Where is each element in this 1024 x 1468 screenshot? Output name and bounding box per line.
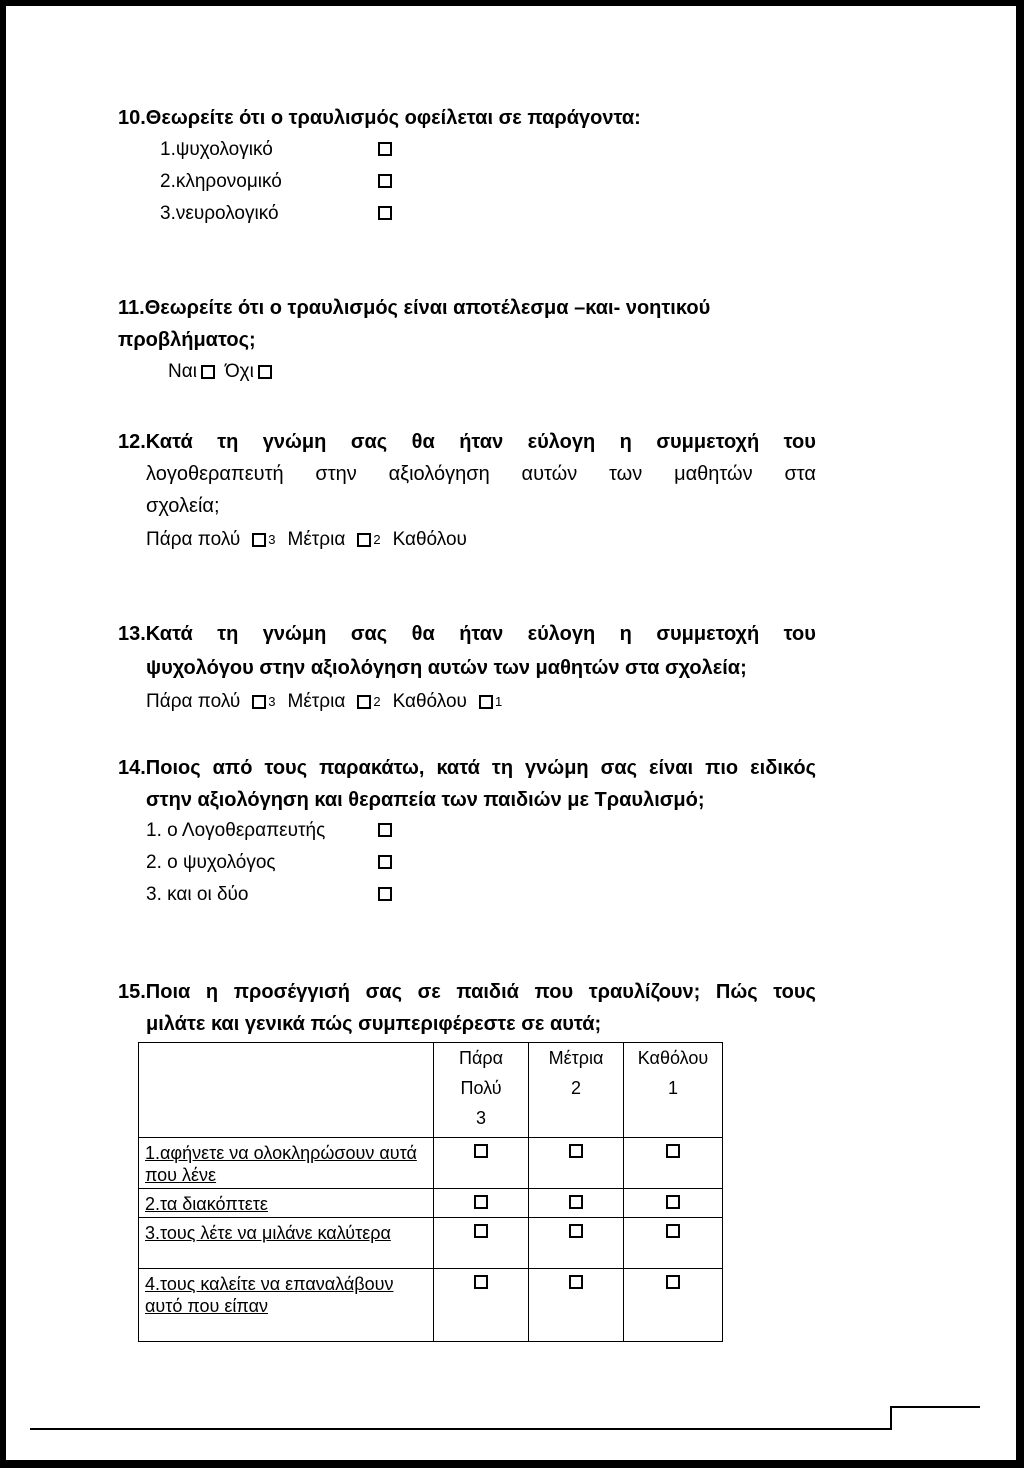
row-label-2: 2.τα διακόπτετε [145, 1194, 268, 1214]
q11-answers [168, 362, 272, 381]
row-label-4: 4.τους καλείτε να επαναλάβουν αυτό που είπαν [145, 1274, 394, 1316]
q12-checkbox-2[interactable] [357, 533, 371, 547]
q11-no-checkbox[interactable] [258, 365, 272, 379]
row3-checkbox-1[interactable] [666, 1224, 680, 1238]
q12-title-line2: λογοθεραπευτή στην αξιολόγηση αυτών των μαθητών στα [146, 463, 816, 485]
q13-checkbox-2[interactable] [357, 695, 371, 709]
q13-scale-label-3: Καθόλου [392, 691, 467, 712]
q14-title-line2: στην αξιολόγηση και θεραπεία των παιδιών με Τραυλισμό; [146, 789, 705, 811]
row4-checkbox-3[interactable] [474, 1275, 488, 1289]
q14-option-2: 2. ο ψυχολόγος [146, 852, 276, 873]
row1-checkbox-3[interactable] [474, 1144, 488, 1158]
questionnaire-page [6, 6, 1016, 1460]
q14-checkbox-2[interactable] [378, 855, 392, 869]
table-row [139, 1218, 723, 1269]
q14-option-1: 1. ο Λογοθεραπευτής [146, 820, 326, 841]
footer-rule-tick [890, 1406, 892, 1430]
q10-option-1: 1.ψυχολογικό [160, 139, 273, 160]
q13-checkbox-1[interactable] [479, 695, 493, 709]
q14-checkbox-3[interactable] [378, 887, 392, 901]
row3-checkbox-2[interactable] [569, 1224, 583, 1238]
q11-yes-checkbox[interactable] [201, 365, 215, 379]
q10-checkbox-3[interactable] [378, 206, 392, 220]
q12-title-line1: 12.Κατά τη γνώμη σας θα ήταν εύλογη η συμμετοχή του [118, 431, 816, 453]
row4-checkbox-2[interactable] [569, 1275, 583, 1289]
table-corner-cell [139, 1043, 434, 1138]
q14-option-3: 3. και οι δύο [146, 884, 249, 905]
row-label-3: 3.τους λέτε να μιλάνε καλύτερα [145, 1223, 391, 1243]
q15-title-line1: 15.Ποια η προσέγγισή σας σε παιδιά που τραυλίζουν; Πώς τους [118, 981, 816, 1003]
table-row [139, 1269, 723, 1342]
q14-title-line1: 14.Ποιος από τους παρακάτω, κατά τη γνώμη σας είναι πιο ειδικός [118, 757, 816, 779]
row1-checkbox-1[interactable] [666, 1144, 680, 1158]
q11-yes-label: Ναι [168, 361, 197, 382]
q13-title-line1: 13.Κατά τη γνώμη σας θα ήταν εύλογη η συμμετοχή του [118, 623, 816, 645]
q12-scale-label-1: Πάρα πολύ [146, 529, 241, 550]
table-row [139, 1189, 723, 1218]
row3-checkbox-3[interactable] [474, 1224, 488, 1238]
row2-checkbox-2[interactable] [569, 1195, 583, 1209]
row4-checkbox-1[interactable] [666, 1275, 680, 1289]
q11-title-line1: 11.Θεωρείτε ότι ο τραυλισμός είναι αποτέλεσμα –και- νοητικού [118, 297, 711, 319]
table-header-col-3: Καθόλου 1 [624, 1043, 723, 1138]
q12-scale-label-3: Καθόλου [392, 529, 467, 550]
table-header-col-2: Μέτρια 2 [529, 1043, 624, 1138]
q10-checkbox-2[interactable] [378, 174, 392, 188]
table-header-row [139, 1043, 723, 1138]
q12-scale-label-2: Μέτρια [287, 529, 346, 550]
q13-checkbox-3[interactable] [252, 695, 266, 709]
row-label-1: 1.αφήνετε να ολοκληρώσουν αυτά που λένε [145, 1143, 417, 1185]
table-row [139, 1138, 723, 1189]
footer-rule [30, 1428, 890, 1430]
q15-table [138, 1042, 723, 1342]
q10-option-3: 3.νευρολογικό [160, 203, 279, 224]
q10-checkbox-1[interactable] [378, 142, 392, 156]
q12-checkbox-3[interactable] [252, 533, 266, 547]
row1-checkbox-2[interactable] [569, 1144, 583, 1158]
q10-option-2: 2.κληρονομικό [160, 171, 282, 192]
q10-title: 10.Θεωρείτε ότι ο τραυλισμός οφείλεται σε παράγοντα: [118, 107, 641, 129]
q12-scale: Πάρα πολύ 3 Μέτρια 2 Καθόλου [146, 529, 467, 550]
q11-title-line2: προβλήματος; [118, 329, 256, 351]
footer-rule-top [890, 1406, 980, 1408]
row2-checkbox-3[interactable] [474, 1195, 488, 1209]
q12-title-line3: σχολεία; [146, 495, 220, 517]
q13-scale-label-1: Πάρα πολύ [146, 691, 241, 712]
q13-scale: Πάρα πολύ 3 Μέτρια 2 Καθόλου 1 [146, 691, 503, 712]
row2-checkbox-1[interactable] [666, 1195, 680, 1209]
q14-checkbox-1[interactable] [378, 823, 392, 837]
q13-title-line2: ψυχολόγου στην αξιολόγηση αυτών των μαθητών στα σχολεία; [146, 657, 747, 679]
q11-no-label: Όχι [224, 361, 254, 382]
q13-scale-label-2: Μέτρια [287, 691, 346, 712]
table-header-col-1: Πάρα Πολύ 3 [434, 1043, 529, 1138]
q15-title-line2: μιλάτε και γενικά πώς συμπεριφέρεστε σε αυτά; [146, 1013, 602, 1035]
